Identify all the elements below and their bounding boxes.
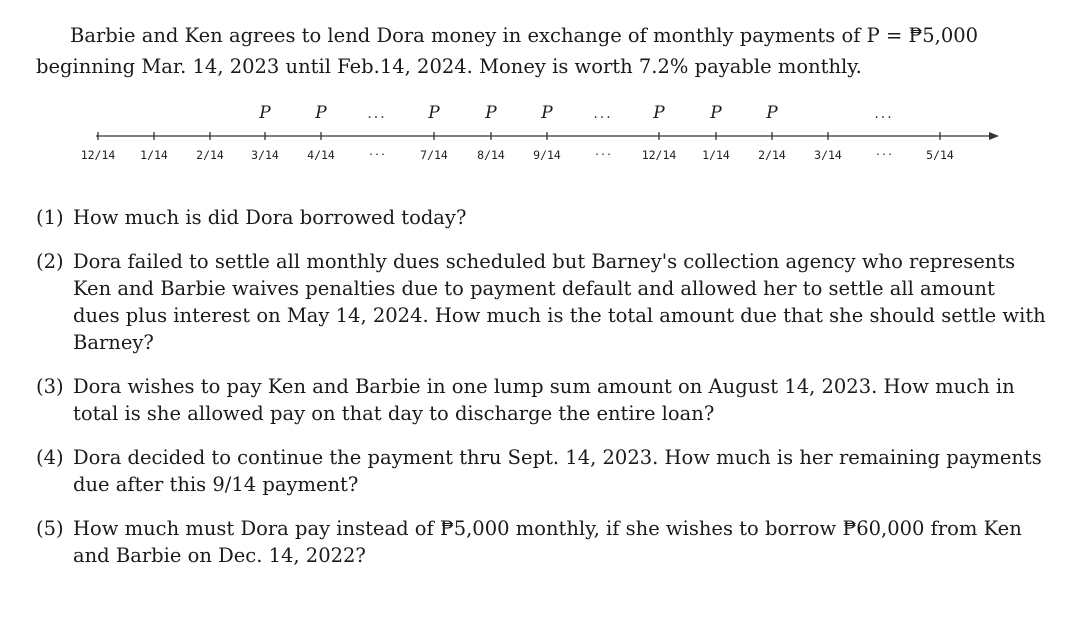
date-label: 2/14 (758, 148, 786, 162)
date-label: 1/14 (702, 148, 730, 162)
question-item (36, 444, 1046, 498)
payment-label: P (766, 103, 778, 123)
payment-label: P (259, 103, 271, 123)
ellipsis: ... (367, 106, 387, 122)
date-ellipsis: ... (874, 147, 894, 158)
question-item (36, 515, 1046, 569)
question-number: (4) (36, 446, 64, 469)
date-label: 4/14 (307, 148, 335, 162)
date-ellipsis: ... (593, 147, 613, 158)
date-label: 7/14 (420, 148, 448, 162)
question-text: Dora wishes to pay Ken and Barbie in one lump sum amount on August 14, 2023. How much in total is she allowed pay on that day to discharge the entire loan? (73, 375, 1015, 425)
ellipsis: ... (593, 106, 613, 122)
question-text: How much is did Dora borrowed today? (73, 206, 467, 229)
question-list (36, 204, 1046, 586)
question-number: (5) (36, 517, 64, 540)
ellipsis: ... (874, 106, 894, 122)
payment-label: P (485, 103, 497, 123)
question-text: Dora failed to settle all monthly dues scheduled but Barney's collection agency who represents Ken and Barbie waives penalties due to payment default and allowed her to settle all amount dues plus interest on May 14, 2024. How much is the total amount due that she should settle with Barney? (73, 250, 1046, 354)
question-text: How much must Dora pay instead of ₱5,000 monthly, if she wishes to borrow ₱60,000 from Ken and Barbie on Dec. 14, 2022? (73, 517, 1022, 567)
date-label: 1/14 (140, 148, 168, 162)
date-label: 9/14 (533, 148, 561, 162)
question-text: Dora decided to continue the payment thru Sept. 14, 2023. How much is her remaining payments due after this 9/14 payment? (73, 446, 1042, 496)
timeline-arrowhead (989, 132, 999, 140)
date-label: 5/14 (926, 148, 954, 162)
date-label: 8/14 (477, 148, 505, 162)
payment-label: P (541, 103, 553, 123)
payment-label: P (428, 103, 440, 123)
question-item (36, 373, 1046, 427)
date-label: 3/14 (251, 148, 279, 162)
date-label: 12/14 (80, 148, 116, 162)
date-label: 12/14 (641, 148, 677, 162)
question-item (36, 204, 1046, 231)
question-number: (2) (36, 250, 64, 273)
payment-label: P (710, 103, 722, 123)
question-item (36, 248, 1046, 356)
cash-flow-timeline (0, 95, 1080, 180)
question-number: (1) (36, 206, 64, 229)
date-ellipsis: ... (367, 147, 387, 158)
question-number: (3) (36, 375, 64, 398)
payment-label: P (653, 103, 665, 123)
problem-statement (36, 20, 1040, 82)
payment-label: P (315, 103, 327, 123)
date-label: 3/14 (814, 148, 842, 162)
problem-statement-text: Barbie and Ken agrees to lend Dora money in exchange of monthly payments of P = ₱5,000 beginning Mar. 14, 2023 until Feb.14, 2024. Money is worth 7.2% payable monthly. (36, 24, 979, 78)
date-label: 2/14 (196, 148, 224, 162)
